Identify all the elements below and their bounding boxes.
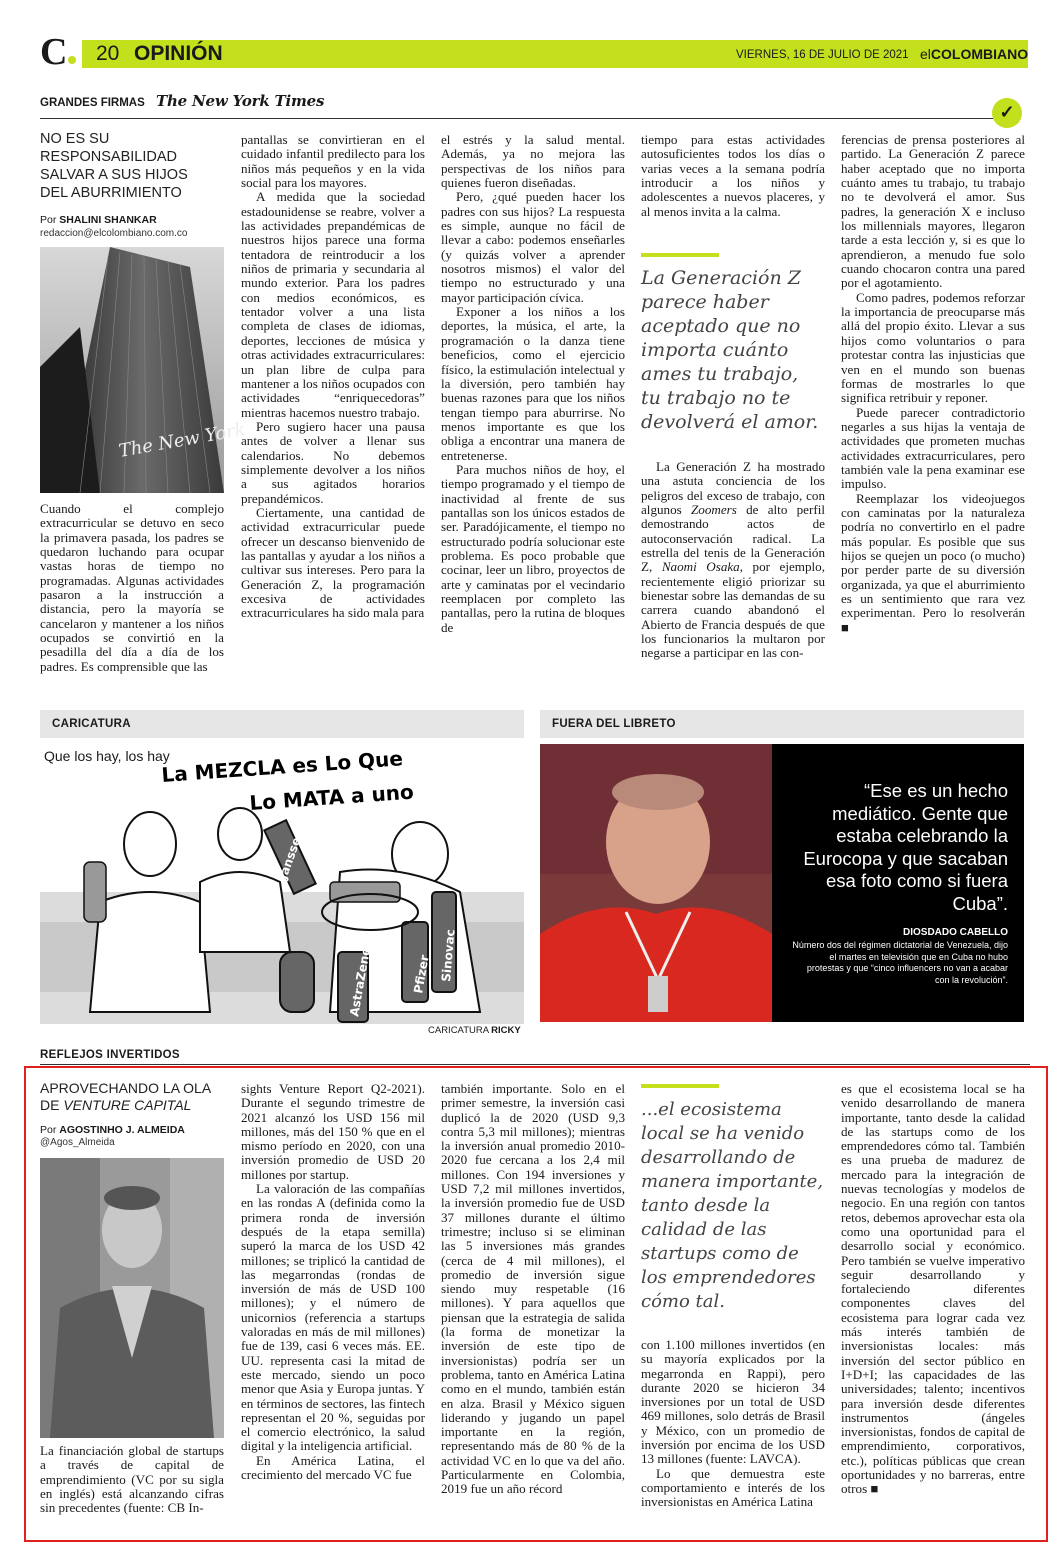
caricatura-label: CARICATURA xyxy=(52,718,131,730)
cabello-name: DIOSDADO CABELLO xyxy=(903,927,1008,938)
reflejos-byline: Por AGOSTINHO J. ALMEIDA xyxy=(40,1124,185,1136)
cabello-desc: Número dos del régimen dictatorial de Venezuela, dijo el martes en televisión que en Cuba no hubo protestas y que “cinco influencers no van a acabar con la revolución”. xyxy=(792,940,1008,985)
cabello-quote: “Ese es un hecho mediático. Gente que estaba celebrando la Eurocopa y que sacaban esa foto como si fuera Cuba”. xyxy=(803,780,1008,914)
bottle-astrazeneca: AstraZeneca xyxy=(347,931,376,1018)
cabello-photo xyxy=(540,744,772,1022)
reflejos-column-5: es que el ecosistema local se ha venido desarrollando de manera importante, tanto desde la calidad de las startups como de los emprendedores cómo tal. También es una prueba de madurez de mercado para la integración de nuevas tecnologías y modelos de negocio. En una región con tantos retos, debemos aprovechar esta ola como una oportunidad para el desarrollo social y económico. Pero también se vuelve imperativo seguir desarrollando y fortaleciendo diferentes componentes claves del ecosistema para lograr cada vez más interés también de inversionistas locales: más inversión del sector público en I+D+I; las capacidades de las universidades; talento; incentivos para inversión desde diferentes instrumentos (ángeles inversionistas, fondos de capital de emprendimiento, corporativos, etc.), políticas públicas que crean oportunidades y no barreras, entre otros ■ xyxy=(841,1081,1025,1497)
article1-column-2: pantallas se convirtieran en el cuidado infantil predilecto para los niños más pequeños y en la vida social para los mayores. A medida que la sociedad estadounidense se reabre, volver a las actividades prepandémicas de nuestros hijos parece una forma tentadora de reintroducir a los niños de primaria y secundaria al mundo exterior. Para los padres con medios económicos, es tentador volver a una lista completa de clases de idiomas, deportes, lecciones de música y otras actividades extracurriculares: un plan libre de culpa para mantener a los niños ocupados con actividades “enriquecedoras” mientras hacemos nuestro trabajo. Pero sugiero hacer una pausa antes de volver a llenar sus calendarios. No debemos simplemente devolver a los niños a sus agitados horarios prepandémicos. Ciertamente, una cantidad de actividad extracurricular puede ofrecer un descanso bienvenido de las pantallas y ayudar a los niños a cultivar sus intereses. Pero para la Generación Z, la programación excesiva de actividades extracurriculares ha sido mala para xyxy=(241,132,425,621)
bottle-sinovac: Sinovac xyxy=(439,928,458,983)
reflejos-label: REFLEJOS INVERTIDOS xyxy=(40,1049,180,1061)
section-title: OPINIÓN xyxy=(134,42,223,65)
pullquote-bar-1 xyxy=(641,253,719,257)
flourish-icon: ✓ xyxy=(992,98,1022,128)
svg-text:The New York: The New York xyxy=(117,418,248,462)
article1-column-3: el estrés y la salud mental. Además, ya no mejora las perspectivas de los niños para quienes fueron diseñadas. Pero, ¿qué pueden hacer los padres con sus hijos? La respuesta es simple, aunque no fácil de llevar a cabo: podemos enseñarles (y quizás volver a aprender nosotros mismos) el valor del tiempo no estructurado y una mayor participación cívica. Exponer a los niños a los deportes, la música, el arte, la programación o la danza tiene beneficios, como el ejercicio físico, la estimulación intelectual y la diversión, pero también hay buenas razones para que los niños tengan tiempo para aburrirse. No menos importante es que los obliga a encontrar una manera de entretenerse. Para muchos niños de hoy, el tiempo programado y el tiempo de inactividad al frente de sus pantallas son los únicos estados de ser. Paradójicamente, el tiempo no estructurado podría solucionar este problema. Es poco probable que cocinar, leer un libro, proyectos de arte y caminatas por el vecindario reemplacen por completo las pantallas, pero la rutina de bloques de xyxy=(441,132,625,635)
article1-column-1: Cuando el complejo extracurricular se detuvo en seco la primavera pasada, los padres se quedaron luchando para ocupar vastas horas de tiempo no programadas. Algunas actividades pasaron a la instrucción a distancia, pero la mayoría se cancelaron y mantener a los niños ocupados se convirtió en la pesadilla del día a día de los padres. Es comprensible que las xyxy=(40,501,224,674)
logo-c: C xyxy=(40,32,76,72)
article1-column-4-top: tiempo para estas actividades autosuficientes todos los días o varias veces a la semana podría introducir a los niños y adolescentes a nuevos placeres, y al menos invita a la calma. xyxy=(641,132,825,219)
brand-name: elCOLOMBIANO xyxy=(920,46,1029,62)
cartoon-title: La MEZCLA es Lo Que xyxy=(160,746,404,787)
bottle-janssen: Janssen xyxy=(275,827,307,882)
article1-pullquote: La Generación Z parece haber aceptado que no importa cuánto ames tu trabajo, tu trabajo no te devolverá el amor. xyxy=(641,267,819,433)
reflejos-column-3: también importante. Solo en el primer semestre, la inversión casi duplicó la de 2020 (USD 9,3 contra 5,3 mil millones); mientras la inversión anual promedio 2010-2020 fue cercana a los 2,4 mil millones. Con 194 inversiones y USD 7,2 mil millones invertidos, la inversión promedio fue de USD 37 millones durante el último trimestre; incluso si se eliminan las 5 inversiones más grandes (cerca de 4 mil millones), el promedio de inversión sigue siendo muy respetable (16 millones). Y para aquellos que piensan que la estrategia de salida (la forma de monetizar la inversión de este tipo de inversionistas) podría ser un problema, tanto en América Latina como en el mundo, también están en alza. Brasil y México siguen liderando y jugando un papel importante en la región, representando más de 80 % de la actividad VC en lo que va del año. Particularmente en Colombia, 2019 fue un año récord xyxy=(441,1081,625,1497)
fuera-label: FUERA DEL LIBRETO xyxy=(552,718,676,730)
reflejos-divider xyxy=(40,1064,1030,1065)
reflejos-column-2: sights Venture Report Q2-2021). Durante el segundo trimestre de 2021 alcanzó los USD 156 mil millones, más del 150 % que en el mismo período en 2020, con una inversión promedio de USD 20 millones por startup. La valoración de las compañías en las rondas A (definida como la primera ronda de inversión después de la etapa semilla) superó la marca de los USD 42 millones; se triplicó la cantidad de las megarrondas (rondas de inversión de más de USD 100 millones); y el número de unicornios (referencia a startups valoradas en más de mil millones) fue de 139, casi 6 veces más. EE. UU. representa casi la mitad de este mercado, siendo un poco menor que Asia y Europa juntas. Y en términos de sectores, las fintech representan el 20 %, seguidas por el comercio electrónico, la salud digital y la inteligencia artificial. En América Latina, el crecimiento del mercado VC fue xyxy=(241,1081,425,1483)
reflejos-pullquote: ...el ecosistema local se ha venido desarrollando de manera importante, tanto desde la calidad de las startups como de los emprendedores cómo tal. xyxy=(641,1099,824,1312)
article1-email: redaccion@elcolombiano.com.co xyxy=(40,228,188,239)
divider-top xyxy=(40,118,995,119)
reflejos-handle: @Agos_Almeida xyxy=(40,1137,115,1148)
nyt-masthead: The New York Times xyxy=(156,92,325,110)
article1-column-4-bottom: La Generación Z ha mostrado una astuta conciencia de los peligros del exceso de trabajo, con algunos Zoomers de alto perfil demostrando actos de autoconservación radical. La estrella del tenis de la Generación Z, Naomi Osaka, por ejemplo, recientemente eligió priorizar su bienestar sobre las demandas de su carrera cuando abandonó el Abierto de Francia después de que los funcionarios la multaron por negarse a participar en las con- xyxy=(641,459,825,661)
reflejos-column-4: con 1.100 millones invertidos (en su mayoría explicados por la megarronda en Rappi), pero durante 2020 se hicieron 34 inversiones por un total de USD 469 millones, solo detrás de Brasil y México, con un promedio de inversión por encima de los USD 13 millones (fuente: LAVCA). Lo que demuestra este comportamiento e interés de los inversionistas en América Latina xyxy=(641,1337,825,1510)
page-header xyxy=(36,31,1029,73)
nyt-building-photo xyxy=(40,247,248,493)
cartoon-credit: CARICATURA RICKY xyxy=(428,1025,521,1036)
pullquote-bar-2 xyxy=(641,1084,719,1088)
caricatura-caption: Que los hay, los hay xyxy=(44,748,170,764)
article1-title: NO ES SU RESPONSABILIDAD SALVAR A SUS HIJOS DEL ABURRIMIENTO xyxy=(40,131,188,201)
reflejos-title: APROVECHANDO LA OLA DE VENTURE CAPITAL xyxy=(40,1080,212,1113)
article1-column-5: ferencias de prensa posteriores al partido. La Generación Z parece haber aceptado que no importa cuánto ames tu trabajo, tu trabajo no te devolverá el amor. Sus padres, la generación X e incluso los millennials mayores, llegaron tarde a esta lección y, si es que lo aprendieron, a menudo fue solo cuando chocaron contra una pared por el agotamiento. Como padres, podemos reforzar la importancia de preocuparse más allá del propio éxito. Llevar a sus hijos como voluntarios o para protestar contra las injusticias que ven en el mundo son buenas formas de mostrarles lo que significa retribuir y reponer. Puede parecer contradictorio negarles a sus hijas la ventaja de actividades que prometen muchas actividades extracurriculares, pero también vale la pena examinar ese impulso. Reemplazar los videojuegos con caminatas por la naturaleza podría no convertirlo en el padre más popular. Es posible que sus hijos se quejen un poco (o mucho) por perder parte de su diversión organizada, ya que el aburrimiento es un sentimiento que rara vez experimentan. Pero lo resolverán ■ xyxy=(841,132,1025,635)
bottle-pfizer: Pfizer xyxy=(411,953,432,995)
reflejos-column-1: La financiación global de startups a través de capital de emprendimiento (VC por su sigla en inglés) está alcanzando cifras sin precedentes (fuente: CB In- xyxy=(40,1443,224,1516)
header-date: VIERNES, 16 DE JULIO DE 2021 xyxy=(736,49,909,61)
grandes-firmas-label: GRANDES FIRMAS xyxy=(40,97,145,109)
article1-byline: Por SHALINI SHANKAR xyxy=(40,214,157,226)
svg-text:Lo MATA a uno: Lo MATA a uno xyxy=(248,779,415,815)
page-number: 20 xyxy=(96,42,120,65)
almeida-photo xyxy=(40,1158,224,1438)
